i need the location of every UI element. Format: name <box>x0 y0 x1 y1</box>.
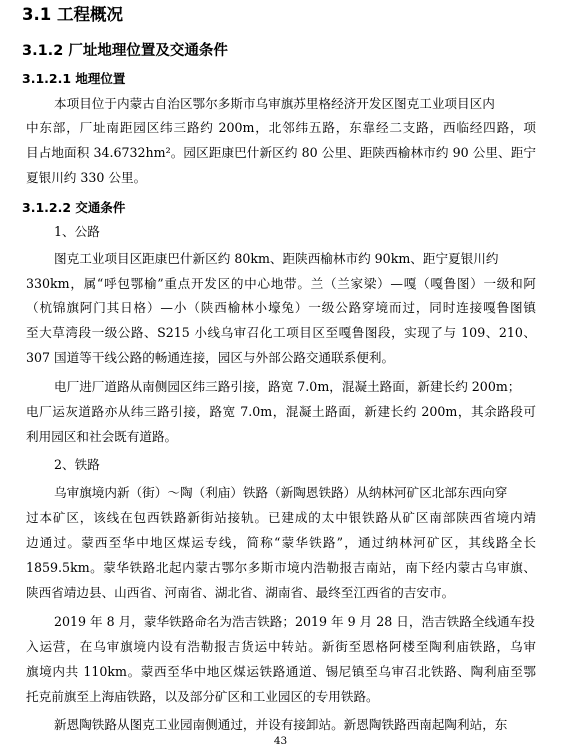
rail-para2-line-3: 旗境内共 110km。蒙西至华中地区煤运铁路通道、锡尼镇至乌审召北铁路、陶利庙至鄂 <box>26 664 536 679</box>
rail-para2-line-4: 托克前旗至上海庙铁路，以及部分矿区和工业园区的专用铁路。 <box>26 689 379 704</box>
rail-para1-line-3: 边通过。蒙西至华中地区煤运专线，简称“蒙华铁路”，通过纳林河矿区，其线路全长 <box>26 535 536 550</box>
rail-para2-line-1: 2019 年 8 月，蒙华铁路命名为浩吉铁路；2019 年 9 月 28 日，浩吉铁路全线通车投 <box>54 614 535 629</box>
rail-para3-line-1: 新恩陶铁路从图克工业园南侧通过，并设有接卸站。新恩陶铁路西南起陶利站，东 <box>54 717 508 732</box>
road-heading: 1、公路 <box>54 224 100 239</box>
rail-para2-line-2: 入运营，在乌审旗境内设有浩勒报吉货运中转站。新街至恩格阿楼至陶利庙铁路，乌审 <box>26 639 536 654</box>
heading-section-3-1-2: 3.1.2 厂址地理位置及交通条件 <box>22 43 228 59</box>
geo-line-3: 目占地面积 34.6732hm²。园区距康巴什新区约 80 公里、距陕西榆林市约 90 公里、距宁 <box>26 145 536 160</box>
road-para1-line-2: 330km，属“呼包鄂榆”重点开发区的中心地带。兰（兰家梁）—嘎（嘎鲁图）一级和阿 <box>26 276 536 291</box>
heading-traffic: 3.1.2.2 交通条件 <box>22 200 126 215</box>
rail-heading: 2、铁路 <box>54 457 100 472</box>
heading-section-3-1: 3.1 工程概况 <box>22 5 123 24</box>
road-para1-line-5: 307 国道等干线公路的畅通连接，园区与外部公路交通联系便利。 <box>26 350 395 365</box>
rail-para1-line-5: 陕西省靖边县、山西省、河南省、湖北省、湖南省、最终至江西省的吉安市。 <box>26 585 455 600</box>
rail-para1-line-1: 乌审旗境内新（街）～陶（利庙）铁路（新陶恩铁路）从纳林河矿区北部东西向穿 <box>54 485 508 500</box>
road-para2-line-3: 利用园区和社会既有道路。 <box>26 429 178 444</box>
geo-line-1: 本项目位于内蒙古自治区鄂尔多斯市乌审旗苏里格经济开发区图克工业项目区内 <box>54 96 495 111</box>
geo-line-2: 中东部，厂址南距园区纬三路约 200m，北邻纬五路，东靠经二支路，西临经四路，项 <box>26 120 536 135</box>
road-para2-line-1: 电厂进厂道路从南侧园区纬三路引接，路宽 7.0m，混凝土路面，新建长约 200m； <box>54 379 521 394</box>
road-para1-line-3: （杭锦旗阿门其日格）—小（陕西榆林小壕兔）一级公路穿境而过，同时连接嘎鲁图镇 <box>26 300 536 315</box>
road-para1-line-4: 至大草湾段一级公路、S215 小线乌审召化工项目区至嘎鲁图段，实现了与 109、210、 <box>26 325 536 340</box>
rail-para1-line-4: 1859.5km。蒙华铁路北起内蒙古鄂尔多斯市境内浩勒报吉南站，南下经内蒙古乌审旗、 <box>26 560 536 575</box>
road-para1-line-1: 图克工业项目区距康巴什新区约 80km、距陕西榆林市约 90km、距宁夏银川约 <box>54 251 499 266</box>
geo-line-4: 夏银川约 330 公里。 <box>26 170 147 185</box>
page-number: 43 <box>273 735 288 747</box>
heading-geo-location: 3.1.2.1 地理位置 <box>22 71 126 86</box>
road-para2-line-2: 电厂运灰道路亦从纬三路引接，路宽 7.0m，混凝土路面，新建长约 200m，其余路段可 <box>26 404 536 419</box>
rail-para1-line-2: 过本矿区，该线在包西铁路新街站接轨。已建成的太中银铁路从矿区南部陕西省境内靖 <box>26 510 536 525</box>
